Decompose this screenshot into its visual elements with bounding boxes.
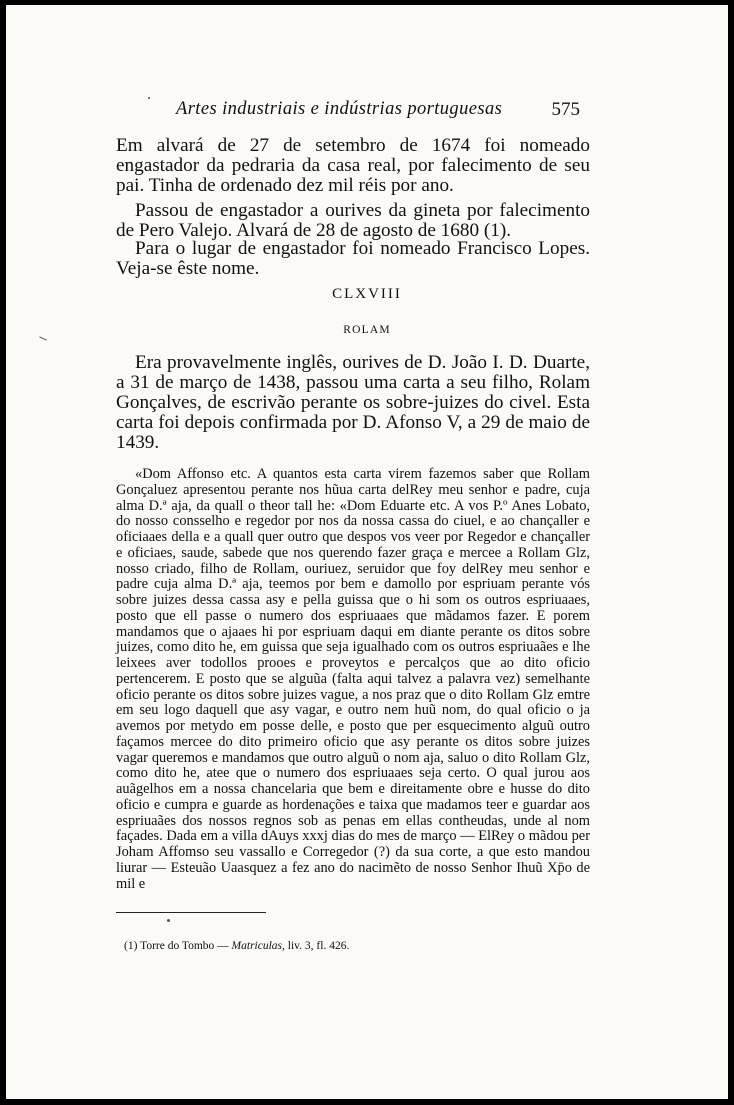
footnote [124, 939, 594, 953]
section-numeral: CLXVIII [332, 286, 402, 302]
footnote-divider [116, 912, 266, 913]
paragraph-francisco-lopes: Para o lugar de engastador foi nomeado Francisco Lopes. Veja-se êste nome. [116, 238, 590, 279]
book-page [6, 5, 728, 1099]
section-name: ROLAM [343, 324, 391, 336]
running-title: Artes industriais e indústrias portuguesas [176, 99, 503, 119]
speck-mark [39, 336, 47, 340]
running-header [176, 99, 580, 125]
page-number: 575 [551, 99, 580, 120]
speck-mark [167, 919, 170, 922]
paragraph-ourives-gineta: Passou de engastador a ourives da gineta por falecimento de Pero Valejo. Alvará de 28 de agosto de 1680 (1). [116, 200, 590, 241]
speck-mark [148, 97, 150, 99]
footnote-marker: (1) [124, 940, 138, 952]
footnote-text: Torre do Tombo — [140, 940, 229, 952]
paragraph-rolam-biography: Era provavelmente inglês, ourives de D. João I. D. Duarte, a 31 de março de 1438, passou uma carta a seu filho, Rolam Gonçalves, de escrivão perante os sobre-juizes do civel. Esta carta foi depois confirmada por D. Afonso V, a 29 de maio de 1439. [116, 352, 590, 453]
paragraph-engastador-1674: Em alvará de 27 de setembro de 1674 foi nomeado engastador da pedraria da casa real, por falecimento de seu pai. Tinha de ordenado dez mil réis por ano. [116, 135, 590, 196]
footnote-reference: liv. 3, fl. 426. [287, 940, 350, 952]
document-quotation: «Dom Affonso etc. A quantos esta carta virem fazemos saber que Rollam Gonçaluez apresentou perante nos hũua carta delRey meu senhor e padre, cuja alma D.ª aja, da quall o theor tall he: «Dom Eduarte etc. A vos P.º Anes Lobato, do nosso consselho e regedor por nos da nossa cassa do ciuel, e ao chançaller e oficiaaes della e a quall quer outro que despos vos veer por Regedor e chançaller e oficiaes, saude, sabede que nos querendo fazer graça e mercee a Rollam Glz, nosso criado, filho de Rollam, ouriuez, seruidor que foy delRey meu senhor e padre cuja alma D.ª aja, teemos por bem e damollo por espriuam perante vós sobre juizes dessa cassa asy e pella guissa que o hi som os outros espriuaaes, posto que ell passe o numero dos espriuaaes que mãdamos fazer. E porem mandamos que o ajaaes hi por espriuam daqui em diante perante os ditos sobre juizes, como dito he, em guissa que seja igualhado com os outros espriuaães e lhe leixees aver todollos prooes e proveytos e percalços que ao dito oficio pertencerem. E posto que se alguũa (falta aqui talvez a palavra vez) semelhante oficio perante os ditos sobre juizes vague, a nos praz que o dito Rollam Glz emtre em seu logo daquell que asy vagar, e outro nem huũ nom, do qual oficio o ja avemos por metydo em posse delle, e posto que per esquecimento alguũ outro façamos mercee do dito primeiro oficio que asy perante os ditos sobre juizes vagar queremos e mandamos que outro alguũ o nom aja, saluo o dito Rollam Glz, como dito he, atee que o numero dos espriuaaes seja certo. O qual jurou aos auãgelhos em a nossa chancelaria que bem e direitamente obre e husse do dito oficio e cumpra e guarde as hordenações e taixa que madamos teer e guardar aos espriuaães dos nossos regnos sob as penas em ellas contheudas, unde al nom façades. Dada em a villa dAuys xxxj dias do mes de março — ElRey o mãdou per Joham Affomso seu vassallo e Corregedor (?) da sua corte, a que esto mandou liurar — Esteuão Uaasquez a fez ano do nacimẽto de nosso Senhor Ihuũ Xp̄o de mil e [116, 466, 590, 892]
footnote-source: Matriculas, [231, 940, 285, 952]
